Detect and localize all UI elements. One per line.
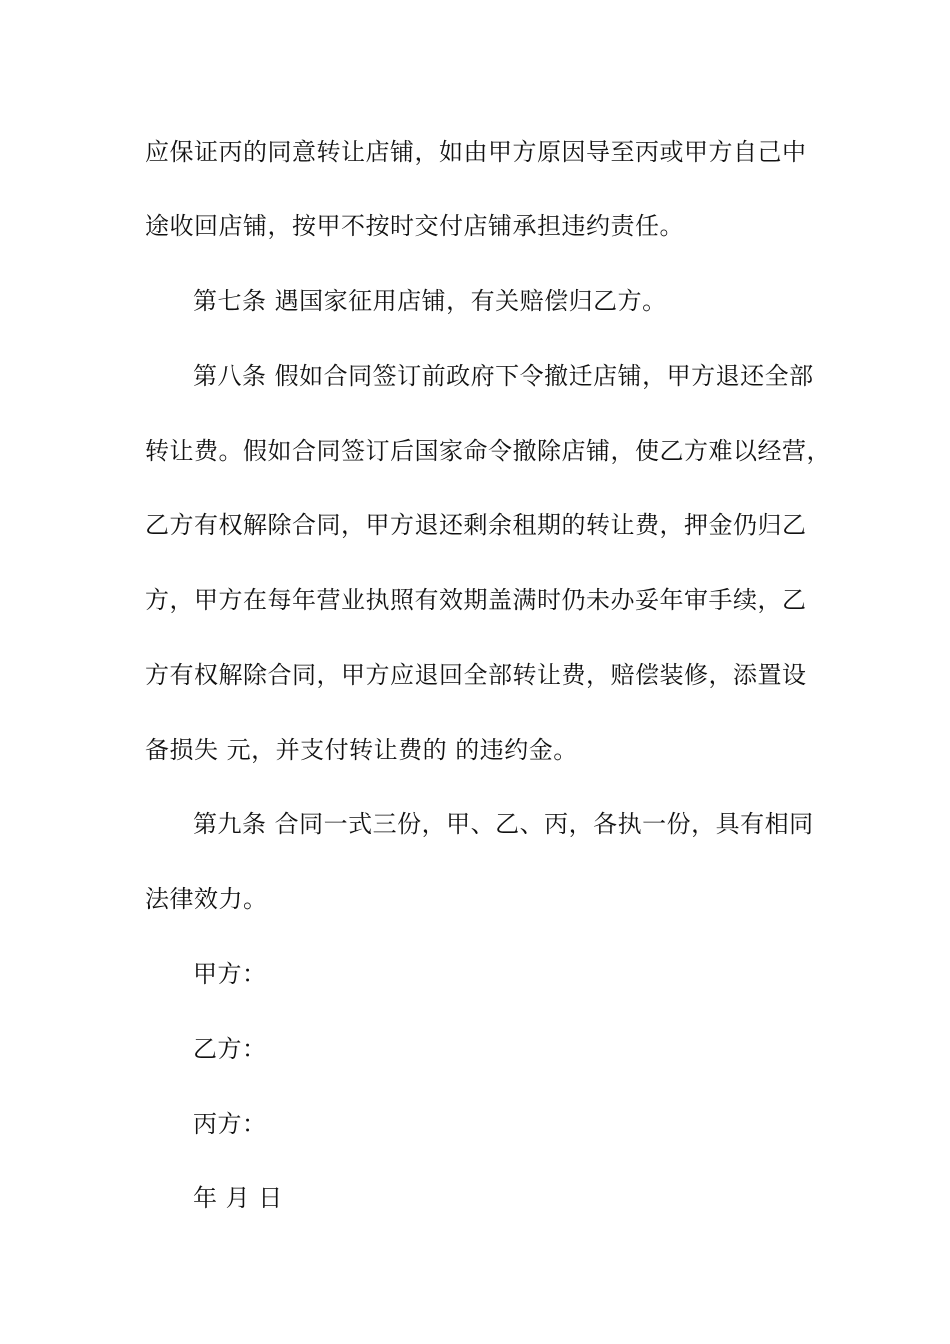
date-line: 年 月 日: [193, 1184, 283, 1212]
article-8-line: 第八条 假如合同签订前政府下令撤迁店铺，甲方退还全部: [193, 362, 814, 390]
paragraph-line: 备损失 元，并支付转让费的 的违约金。: [145, 736, 578, 764]
party-b-signature-label: 乙方：: [193, 1035, 267, 1063]
paragraph-line: 途收回店铺，按甲不按时交付店铺承担违约责任。: [145, 212, 684, 240]
paragraph-line: 转让费。假如合同签订后国家命令撤除店铺，使乙方难以经营，: [145, 437, 831, 465]
article-7-line: 第七条 遇国家征用店铺，有关赔偿归乙方。: [193, 287, 667, 315]
paragraph-line: 乙方有权解除合同，甲方退还剩余租期的转让费，押金仍归乙: [145, 511, 807, 539]
paragraph-line: 方，甲方在每年营业执照有效期盖满时仍未办妥年审手续，乙: [145, 586, 807, 614]
paragraph-line: 法律效力。: [145, 885, 268, 913]
paragraph-line: 应保证丙的同意转让店铺，如由甲方原因导至丙或甲方自己中: [145, 138, 807, 166]
party-a-signature-label: 甲方：: [193, 960, 267, 988]
party-c-signature-label: 丙方：: [193, 1110, 267, 1138]
paragraph-line: 方有权解除合同，甲方应退回全部转让费，赔偿装修，添置设: [145, 661, 807, 689]
article-9-line: 第九条 合同一式三份，甲、乙、丙，各执一份，具有相同: [193, 810, 814, 838]
